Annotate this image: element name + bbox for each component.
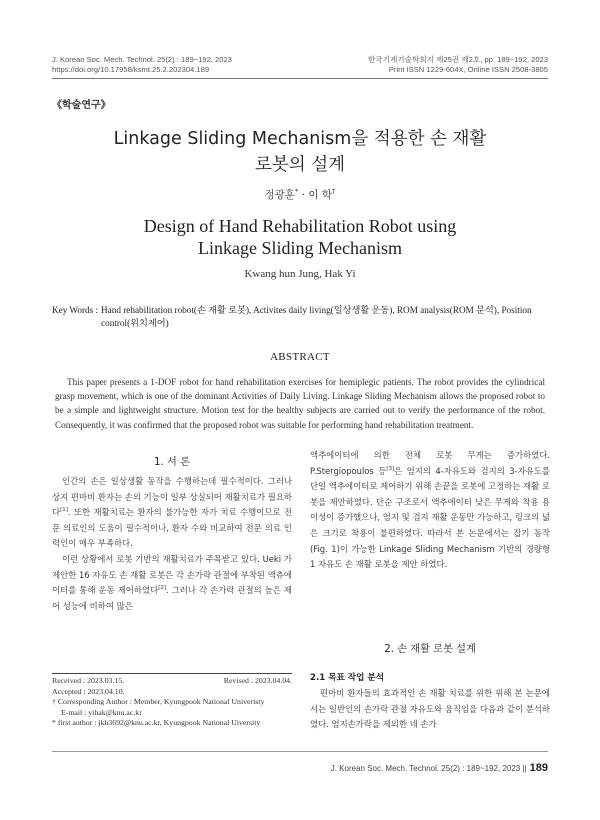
page-number: 189 [529,762,548,774]
keywords-label: Key Words : [52,305,99,315]
accepted-date: Accepted : 2023.04.10. [52,686,125,696]
left-column-body [52,474,292,614]
citation-ref[interactable]: [3] [386,465,395,472]
paragraph: 인간의 손은 일상생활 동작을 수행하는데 필수적이다. 그러나 상지 편마비 환자는 손의 기능이 일부 상실되어 재활치료가 필요하다[1]. 또한 재활치료는 환자의 불가능한 자가 치료 수행이므로 전문 의료인의 도움이 필수적이나, 환자 수와 비교하여 전문 의료 인력인이 매우 부족하다. [52,476,292,549]
footer-divider [52,751,548,752]
footer-citation: J. Korean Soc. Mech. Technol. 25(2) : 189~192, 2023 || [330,764,527,773]
title-english [40,215,560,259]
paragraph: 액추에이터에 의한 전체 로봇 무게는 증가하였다. P.Stergiopoulos 등[3]은 엄지의 4-자유도와 검지의 3-자유도를 단일 액추에이터로 제어하기 위해 손끝을 로봇에 고정하는 재활 로봇을 제안하였다. 단순 구조로서 액추에이터 낮은 무게와 착용 용이성이 증가했으나, 엄지 및 검지 재활 운동만 가능하고, 링크의 넓은 크기로 착용이 불편하였다. 따라서 본 논문에서는 잡기 동작(Fig. 1)이 가능한 Linkage Sliding Mechanism 기반의 경량형 1 자유도 손 재활 로봇을 제안 하였다. [310,450,550,570]
title-korean-line-1: Linkage Sliding Mechanism을 적용한 손 재활 [113,129,487,149]
revised-date: Revised : 2023.04.04. [223,676,292,685]
issn: Print ISSN 1229-604X, Online ISSN 2508-3805 [388,65,548,74]
author-separator: · [298,189,309,201]
title-english-line-2: Linkage Sliding Mechanism [198,238,402,258]
corresponding-email[interactable]: E-mail : yihak@knu.ac.kr [61,707,142,717]
right-column-body [310,448,550,573]
running-header-right [368,55,548,75]
abstract-heading: ABSTRACT [270,351,330,363]
author-2-mark: † [332,187,336,196]
section-2-body [310,686,550,733]
authors-english: Kwang hun Jung, Hak Yi [244,268,356,280]
article-category: 《학술연구》 [52,100,111,111]
abstract-text: This paper presents a 1-DOF robot for hand rehabilitation exercises for hemiplegic patients. The robot provides the cylindrical grasp movement, which is one of the dominant Activities of Daily Living. Linkage Sliding Mechanism allows the proposed robot to be a simple and lightweight structure. Motion test for the healthy subjects are carried out to verify the performance of the robot. Consequently, it was confirmed that the proposed robot was suitable for performing hand rehabilitation treatment. [55,377,545,430]
keywords-text: Hand rehabilitation robot(손 재활 로봇), Activites daily living(일상생활 운동), ROM analysis(ROM 분석), Position control(위치제어) [101,305,532,328]
corresponding-author: † Corresponding Author : Member, Kyungpook National Univeristy [52,697,265,707]
title-english-line-1: Design of Hand Rehabilitation Robot using [143,216,457,236]
paragraph: 편마비 환자들의 효과적인 손 재활 치료를 위한 위해 본 논문에서는 일반인의 손가락 관절 자유도와 움직임을 다음과 같이 분석하였다. 엄지손가락을 제외한 네 손가 [310,688,550,730]
subsection-2-1-heading: 2.1 목표 작업 분석 [310,673,385,683]
running-header-left [52,55,232,75]
received-date: Received : 2023.03.15. [52,676,125,685]
running-footer [331,762,548,774]
journal-citation-ko: 한국기계기술학회지 제25권 제2호, pp. 189~192, 2023 [367,55,548,64]
author-1: 정광훈 [264,189,295,201]
footnotes [52,676,292,729]
footnote-dates [52,676,292,687]
doi-link[interactable]: https://doi.org/10.17958/ksmt.25.2.202304.189 [52,65,210,74]
section-2-heading: 2. 손 재활 로봇 설계 [384,644,476,655]
citation-ref[interactable]: [1] [60,507,68,514]
author-2: 이 학 [308,189,333,201]
journal-citation: J. Korean Soc. Mech. Technol. 25(2) : 189~192, 2023 [52,55,232,64]
header-divider [52,78,548,79]
authors-korean [40,187,560,202]
footnote-divider [52,673,292,674]
citation-ref[interactable]: [2] [158,585,166,592]
keywords [52,304,552,330]
section-1-heading: 1. 서 론 [154,457,190,468]
title-korean [40,126,560,178]
first-author: * first author : jkh3692@knu.ac.kr, Kyungpook National Uiversity [52,718,261,728]
title-korean-line-2: 로봇의 설계 [254,155,346,175]
paragraph: 이런 상황에서 로봇 기반의 재활치료가 주목받고 있다. Ueki 가 제안한 16 자유도 손 재활 로봇은 각 손가락 관절에 부착된 액츄에이터를 통해 운동 제어하였다[2]. 그러나 각 손가락 관절의 높은 제어 성능에 비하여 많은 [52,553,293,611]
author-1-mark: * [294,187,299,196]
